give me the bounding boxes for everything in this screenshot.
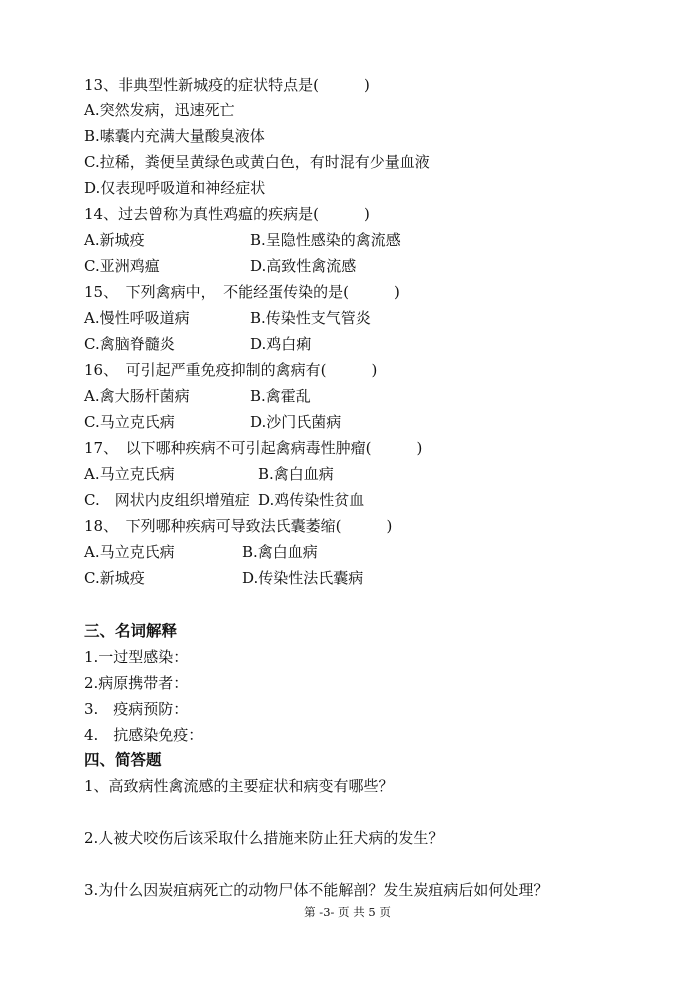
question-18-option-d: D.传染性法氏囊病 [242, 569, 364, 587]
question-13-option-a: A.突然发病，迅速死亡 [84, 101, 235, 119]
question-13-option-d: D.仅表现呼吸道和神经症状 [84, 179, 266, 197]
short-answer-1: 1、高致病性禽流感的主要症状和病变有哪些？ [84, 777, 394, 795]
question-17-option-b: B.禽白血病 [258, 465, 334, 483]
question-16-option-d: D.沙门氏菌病 [250, 413, 342, 431]
question-18-option-a: A.马立克氏病 [84, 543, 175, 561]
question-15-option-b: B.传染性支气管炎 [250, 309, 371, 327]
short-answer-3: 3.为什么因炭疽病死亡的动物尸体不能解剖？发生炭疽病后如何处理？ [84, 881, 549, 899]
question-14-option-c: C.亚洲鸡瘟 [84, 257, 160, 275]
term-3: 3. 疫病预防： [84, 700, 189, 718]
question-13-stem: 13、非典型性新城疫的症状特点是( ) [84, 76, 370, 94]
question-15-option-a: A.慢性呼吸道病 [84, 309, 190, 327]
term-2: 2.病原携带者： [84, 674, 189, 692]
question-17-option-a: A.马立克氏病 [84, 465, 175, 483]
question-14-option-a: A.新城疫 [84, 231, 145, 249]
section-4-title: 四、简答题 [84, 750, 162, 769]
question-13-option-c: C.拉稀，粪便呈黄绿色或黄白色，有时混有少量血液 [84, 153, 430, 171]
short-answer-2: 2.人被犬咬伤后该采取什么措施来防止狂犬病的发生？ [84, 829, 444, 847]
question-16-option-c: C.马立克氏病 [84, 413, 175, 431]
question-17-option-c: C. 网状内皮组织增殖症 [84, 491, 250, 509]
question-14-option-d: D.高致性禽流感 [250, 257, 357, 275]
question-18-option-b: B.禽白血病 [242, 543, 318, 561]
term-1: 1.一过型感染： [84, 648, 189, 666]
question-17-option-d: D.鸡传染性贫血 [258, 491, 365, 509]
question-18-stem: 18、 下列哪种疾病可导致法氏囊萎缩( ) [84, 517, 393, 535]
question-15-stem: 15、 下列禽病中， 不能经蛋传染的是( ) [84, 283, 400, 301]
question-16-stem: 16、 可引起严重免疫抑制的禽病有( ) [84, 361, 378, 379]
question-17-stem: 17、 以下哪种疾病不可引起禽病毒性肿瘤( ) [84, 439, 423, 457]
question-15-option-c: C.禽脑脊髓炎 [84, 335, 175, 353]
question-15-option-d: D.鸡白痢 [250, 335, 312, 353]
question-14-option-b: B.呈隐性感染的禽流感 [250, 231, 401, 249]
page-footer: 第 -3- 页 共 5 页 [304, 905, 391, 919]
question-14-stem: 14、过去曾称为真性鸡瘟的疾病是( ) [84, 205, 370, 223]
question-16-option-b: B.禽霍乱 [250, 387, 311, 405]
term-4: 4. 抗感染免疫： [84, 726, 204, 744]
question-16-option-a: A.禽大肠杆菌病 [84, 387, 190, 405]
section-3-title: 三、名词解释 [84, 621, 178, 640]
question-18-option-c: C.新城疫 [84, 569, 145, 587]
question-13-option-b: B.嗉囊内充满大量酸臭液体 [84, 127, 265, 145]
